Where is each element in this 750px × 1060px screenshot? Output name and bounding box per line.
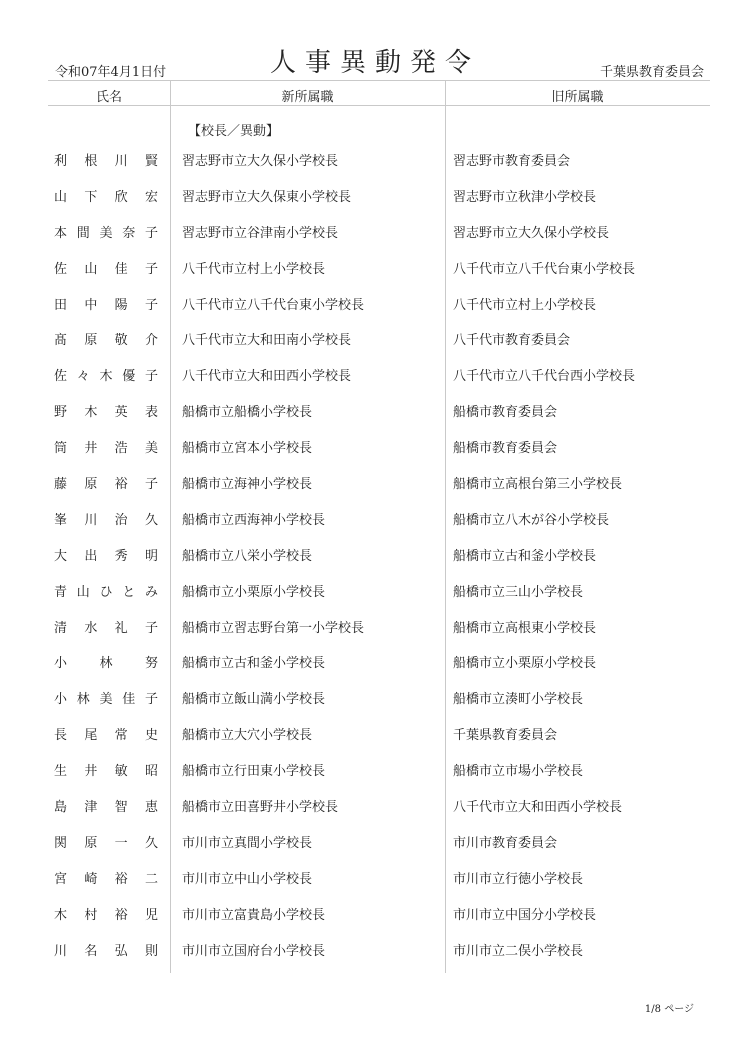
name-character: 子 [144, 369, 158, 385]
name-character: 宏 [144, 189, 158, 205]
name-character: 村 [84, 907, 98, 923]
name-character: 則 [144, 943, 158, 959]
table-row [0, 754, 750, 790]
name-character: 子 [144, 225, 158, 241]
name-character: 間 [76, 225, 90, 241]
section-label: 【校長／異動】 [188, 124, 280, 139]
old-position: 船橋市立市場小学校長 [453, 764, 584, 780]
new-position: 習志野市立大久保小学校長 [182, 154, 339, 169]
person-name [54, 252, 158, 288]
name-character: 小 [54, 656, 68, 672]
name-character: 川 [114, 154, 128, 169]
column-header-name: 氏名 [95, 90, 122, 105]
old-position: 船橋市立古和釜小学校長 [453, 548, 597, 564]
old-position: 八千代市立村上小学校長 [453, 297, 597, 313]
column-header-new-position: 新所属職 [281, 90, 334, 105]
header-top-rule [48, 80, 710, 81]
person-name [54, 359, 158, 395]
name-character: 中 [84, 297, 98, 313]
table-row [0, 359, 750, 395]
name-character: 敏 [114, 764, 128, 780]
new-position: 船橋市立八栄小学校長 [182, 548, 313, 564]
table-row [0, 934, 750, 970]
table-row [0, 898, 750, 934]
old-position: 習志野市立秋津小学校長 [453, 189, 597, 205]
name-character: 々 [76, 369, 90, 385]
person-name [54, 826, 158, 862]
person-name [54, 934, 158, 970]
name-character: 根 [84, 154, 98, 169]
name-character: 久 [144, 835, 158, 851]
name-character: 津 [84, 800, 98, 816]
name-character: 弘 [114, 943, 128, 959]
new-position: 市川市立国府台小学校長 [182, 943, 326, 959]
table-row [0, 826, 750, 862]
new-position: 市川市立富貴島小学校長 [182, 907, 326, 923]
name-character: 山 [76, 584, 90, 600]
old-position: 船橋市立八木が谷小学校長 [453, 512, 610, 528]
name-character: 水 [84, 620, 98, 636]
name-character: 児 [144, 907, 158, 923]
name-character: 木 [54, 907, 68, 923]
new-position: 習志野市立谷津南小学校長 [182, 225, 339, 241]
name-character: 野 [54, 405, 68, 421]
name-character: 智 [114, 800, 128, 816]
old-position: 市川市立行徳小学校長 [453, 871, 584, 887]
name-character: 恵 [144, 800, 158, 816]
person-name [54, 539, 158, 575]
table-row [0, 395, 750, 431]
name-character: 治 [114, 512, 128, 528]
name-character: 小 [54, 692, 68, 708]
name-character: 美 [144, 441, 158, 457]
name-character: 子 [144, 261, 158, 277]
name-character: 佳 [114, 261, 128, 277]
new-position: 船橋市立田喜野井小学校長 [182, 800, 339, 816]
old-position: 市川市立中国分小学校長 [453, 907, 597, 923]
issue-date: 令和07年4月1日付 [55, 65, 167, 80]
old-position: 習志野市立大久保小学校長 [453, 225, 610, 241]
name-character: 林 [99, 656, 113, 672]
name-character: 生 [54, 764, 68, 780]
old-position: 船橋市立高根台第三小学校長 [453, 477, 623, 493]
name-character: 子 [144, 477, 158, 493]
name-character: 田 [54, 297, 68, 313]
person-name [54, 431, 158, 467]
person-name [54, 682, 158, 718]
name-character: 一 [114, 835, 128, 851]
person-name [54, 395, 158, 431]
name-character: 原 [84, 477, 98, 493]
name-character: 宮 [54, 871, 68, 887]
name-character: 久 [144, 512, 158, 528]
name-character: 賢 [144, 154, 158, 169]
name-character: 子 [144, 692, 158, 708]
name-character: 髙 [54, 333, 68, 349]
new-position: 船橋市立船橋小学校長 [182, 405, 313, 421]
name-character: 本 [54, 225, 68, 241]
name-character: 原 [84, 333, 98, 349]
old-position: 市川市教育委員会 [453, 835, 558, 851]
old-position: 船橋市立小栗原小学校長 [453, 656, 597, 672]
column-header-old-position: 旧所属職 [551, 90, 604, 105]
name-character: 二 [144, 871, 158, 887]
person-name [54, 144, 158, 180]
name-character: 介 [144, 333, 158, 349]
person-name [54, 323, 158, 359]
table-row [0, 431, 750, 467]
person-name [54, 216, 158, 252]
new-position: 八千代市立大和田南小学校長 [182, 333, 352, 349]
name-character: 名 [84, 943, 98, 959]
new-position: 船橋市立飯山満小学校長 [182, 692, 326, 708]
page-title: 人事異動発令 [269, 48, 480, 78]
person-name [54, 898, 158, 934]
table-row [0, 252, 750, 288]
name-character: 陽 [114, 297, 128, 313]
header-bottom-rule [48, 105, 710, 106]
new-position: 船橋市立宮本小学校長 [182, 441, 313, 457]
name-character: 敬 [114, 333, 128, 349]
table-row [0, 180, 750, 216]
name-character: 長 [54, 728, 68, 744]
person-name [54, 288, 158, 324]
table-row [0, 323, 750, 359]
table-row [0, 682, 750, 718]
name-character: 川 [84, 512, 98, 528]
name-character: 利 [54, 154, 68, 169]
table-row [0, 467, 750, 503]
old-position: 船橋市教育委員会 [453, 441, 558, 457]
name-character: み [144, 584, 158, 600]
name-character: 青 [54, 584, 68, 600]
table-row [0, 575, 750, 611]
person-name [54, 862, 158, 898]
old-position: 船橋市立高根東小学校長 [453, 620, 597, 636]
name-character: 常 [114, 728, 128, 744]
new-position: 習志野市立大久保東小学校長 [182, 189, 352, 205]
new-position: 船橋市立小栗原小学校長 [182, 584, 326, 600]
person-name [54, 467, 158, 503]
old-position: 習志野市教育委員会 [453, 154, 571, 169]
new-position: 船橋市立古和釜小学校長 [182, 656, 326, 672]
new-position: 八千代市立八千代台東小学校長 [182, 297, 365, 313]
name-character: 努 [144, 656, 158, 672]
person-name [54, 575, 158, 611]
name-character: 川 [54, 943, 68, 959]
person-name [54, 754, 158, 790]
name-character: 尾 [84, 728, 98, 744]
person-name [54, 180, 158, 216]
new-position: 八千代市立村上小学校長 [182, 261, 326, 277]
table-row [0, 862, 750, 898]
name-character: 裕 [114, 907, 128, 923]
name-character: 峯 [54, 512, 68, 528]
personnel-list [0, 144, 750, 969]
old-position: 船橋市教育委員会 [453, 405, 558, 421]
page-indicator: 1/8 ページ [644, 1004, 694, 1015]
old-position: 船橋市立三山小学校長 [453, 584, 584, 600]
new-position: 市川市立真間小学校長 [182, 835, 313, 851]
person-name [54, 611, 158, 647]
name-character: 原 [84, 835, 98, 851]
name-character: 裕 [114, 477, 128, 493]
table-row [0, 144, 750, 180]
old-position: 八千代市立大和田西小学校長 [453, 800, 623, 816]
table-row [0, 216, 750, 252]
new-position: 船橋市立行田東小学校長 [182, 764, 326, 780]
name-character: 浩 [114, 441, 128, 457]
name-character: 欣 [114, 189, 128, 205]
name-character: 佐 [54, 369, 68, 385]
name-character: 秀 [114, 548, 128, 564]
table-row [0, 718, 750, 754]
table-row [0, 790, 750, 826]
name-character: 清 [54, 620, 68, 636]
name-character: ひ [99, 584, 113, 600]
name-character: 佳 [122, 692, 136, 708]
old-position: 八千代市教育委員会 [453, 333, 571, 349]
old-position: 八千代市立八千代台西小学校長 [453, 369, 636, 385]
name-character: 山 [84, 261, 98, 277]
table-row [0, 611, 750, 647]
name-character: 優 [122, 369, 136, 385]
name-character: 出 [84, 548, 98, 564]
name-character: 礼 [114, 620, 128, 636]
name-character: 木 [84, 405, 98, 421]
name-character: 佐 [54, 261, 68, 277]
name-character: 藤 [54, 477, 68, 493]
new-position: 八千代市立大和田西小学校長 [182, 369, 352, 385]
table-row [0, 288, 750, 324]
new-position: 船橋市立習志野台第一小学校長 [182, 620, 365, 636]
name-character: 山 [54, 189, 68, 205]
name-character: 林 [76, 692, 90, 708]
old-position: 市川市立二俣小学校長 [453, 943, 584, 959]
person-name [54, 646, 158, 682]
old-position: 千葉県教育委員会 [453, 728, 558, 744]
person-name [54, 718, 158, 754]
name-character: 子 [144, 297, 158, 313]
name-character: 井 [84, 764, 98, 780]
issuing-organization: 千葉県教育委員会 [599, 65, 704, 80]
name-character: 崎 [84, 871, 98, 887]
name-character: 英 [114, 405, 128, 421]
name-character: 昭 [144, 764, 158, 780]
table-row [0, 503, 750, 539]
name-character: 奈 [122, 225, 136, 241]
table-row [0, 646, 750, 682]
new-position: 船橋市立海神小学校長 [182, 477, 313, 493]
table-row [0, 539, 750, 575]
name-character: と [122, 584, 136, 600]
name-character: 表 [144, 405, 158, 421]
new-position: 船橋市立西海神小学校長 [182, 512, 326, 528]
new-position: 市川市立中山小学校長 [182, 871, 313, 887]
name-character: 大 [54, 548, 68, 564]
new-position: 船橋市立大穴小学校長 [182, 728, 313, 744]
name-character: 子 [144, 620, 158, 636]
name-character: 美 [99, 692, 113, 708]
person-name [54, 503, 158, 539]
name-character: 井 [84, 441, 98, 457]
name-character: 下 [84, 189, 98, 205]
name-character: 木 [99, 369, 113, 385]
old-position: 船橋市立湊町小学校長 [453, 692, 584, 708]
name-character: 裕 [114, 871, 128, 887]
name-character: 明 [144, 548, 158, 564]
old-position: 八千代市立八千代台東小学校長 [453, 261, 636, 277]
name-character: 史 [144, 728, 158, 744]
name-character: 美 [99, 225, 113, 241]
name-character: 島 [54, 800, 68, 816]
person-name [54, 790, 158, 826]
name-character: 筒 [54, 441, 68, 457]
name-character: 関 [54, 835, 68, 851]
